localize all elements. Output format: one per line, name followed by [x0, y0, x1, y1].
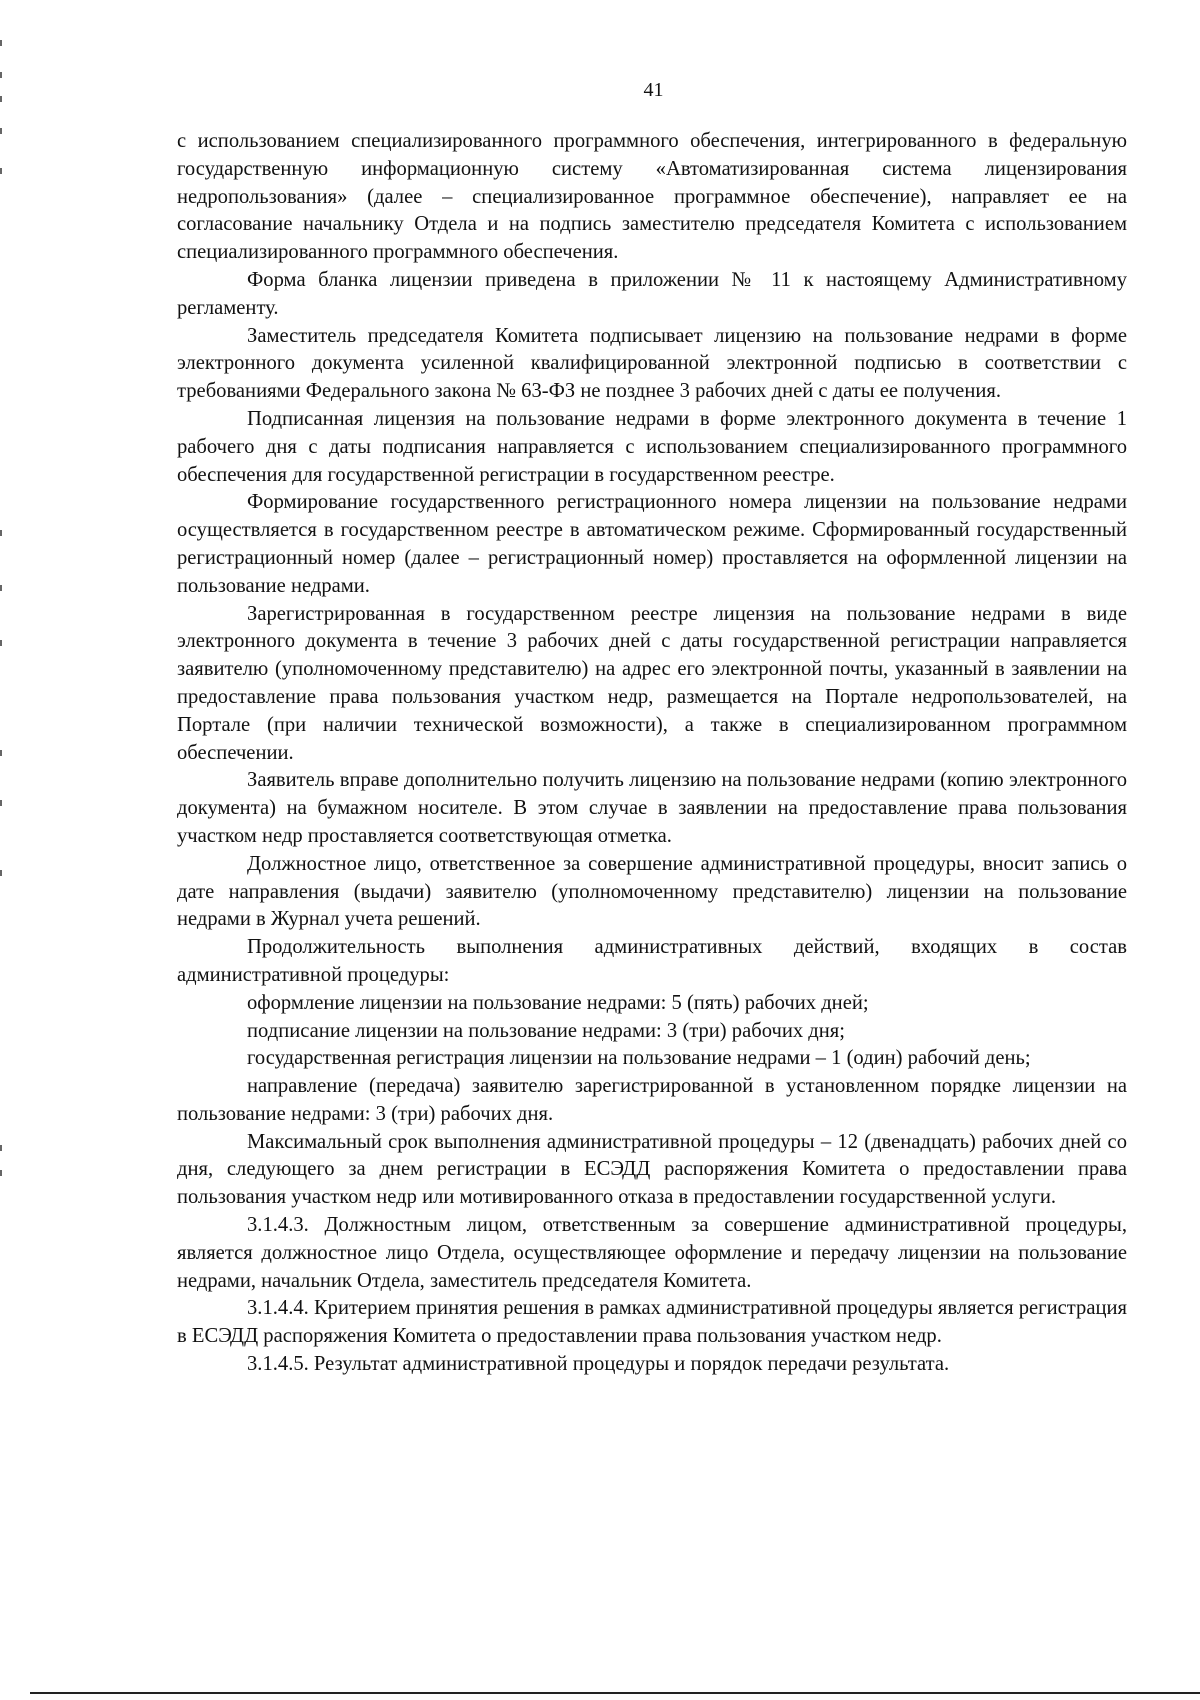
paragraph: Максимальный срок выполнения административной процедуры – 12 (двенадцать) рабочих дней со дня, следующего за днем регистрации в ЕСЭДД распоряжения Комитета о предоставлении права пользования участком недр или мотивированного отказа в предоставлении государственной услуги. [177, 1130, 1127, 1209]
list-item: государственная регистрация лицензии на пользование недрами – 1 (один) рабочий день; [247, 1047, 1031, 1070]
paragraph: Заместитель председателя Комитета подписывает лицензию на пользование недрами в форме электронного документа усиленной квалифицированной электронной подписью в соответствии с требованиями Федерального закона № 63-ФЗ не позднее 3 рабочих дней с даты ее получения. [177, 324, 1127, 403]
list-item: подписание лицензии на пользование недрами: 3 (три) рабочих дня; [247, 1019, 845, 1042]
section-paragraph: 3.1.4.3. Должностным лицом, ответственным за совершение административной процедуры, является должностное лицо Отдела, осуществляющее оформление и передачу лицензии на пользование недрами, начальник Отдела, заместитель председателя Комитета. [177, 1214, 1127, 1292]
paragraph: с использованием специализированного программного обеспечения, интегрированного в федеральную государственную информационную систему «Автоматизированная система лицензирования недропользования» (далее – специализированное программное обеспечение), направляет ее на согласование начальнику Отдела и на подпись заместителю председателя Комитета с использованием специализированного программного обеспечения. [177, 130, 1127, 264]
list-item: оформление лицензии на пользование недрами: 5 (пять) рабочих дней; [247, 991, 869, 1014]
paragraph: Должностное лицо, ответственное за совершение административной процедуры, вносит запись о дате направления (выдачи) заявителю (уполномоченному представителю) лицензии на пользование недрами в Журнал учета решений. [177, 852, 1127, 931]
document-body [177, 128, 1127, 1379]
paragraph: Зарегистрированная в государственном реестре лицензия на пользование недрами в виде электронного документа в течение 3 рабочих дней с даты государственной регистрации направляется заявителю (уполномоченному представителю) на адрес его электронной почты, указанный в заявлении на предоставление права пользования участком недр, размещается на Портале недропользователей, на Портале (при наличии технической возможности), а также в специализированном программном обеспечении. [177, 602, 1127, 764]
section-paragraph: 3.1.4.4. Критерием принятия решения в рамках административной процедуры является регистрация в ЕСЭДД распоряжения Комитета о предоставлении права пользования участком недр. [177, 1297, 1127, 1348]
paragraph: Заявитель вправе дополнительно получить лицензию на пользование недрами (копию электронного документа) на бумажном носителе. В этом случае в заявлении на предоставление права пользования участком недр проставляется соответствующая отметка. [177, 769, 1127, 847]
paragraph: Формирование государственного регистрационного номера лицензии на пользование недрами осуществляется в государственном реестре в автоматическом режиме. Сформированный государственный регистрационный номер (далее – регистрационный номер) проставляется на оформленной лицензии на пользование недрами. [177, 491, 1127, 597]
list-item: направление (передача) заявителю зарегистрированной в установленном порядке лицензии на пользование недрами: 3 (три) рабочих дня. [177, 1075, 1127, 1125]
footer-rule [30, 1692, 1200, 1694]
paragraph: Подписанная лицензия на пользование недрами в форме электронного документа в течение 1 рабочего дня с даты подписания направляется с использованием специализированного программного обеспечения для государственной регистрации в государственном реестре. [177, 407, 1127, 486]
section-paragraph: 3.1.4.5. Результат административной процедуры и порядок передачи результата. [247, 1353, 950, 1376]
scan-margin-marks [0, 0, 4, 1700]
paragraph: Форма бланка лицензии приведена в приложении № 11 к настоящему Административному регламенту. [177, 268, 1127, 319]
page-number: 41 [643, 79, 664, 101]
paragraph: Продолжительность выполнения административных действий, входящих в состав административной процедуры: [177, 936, 1127, 986]
